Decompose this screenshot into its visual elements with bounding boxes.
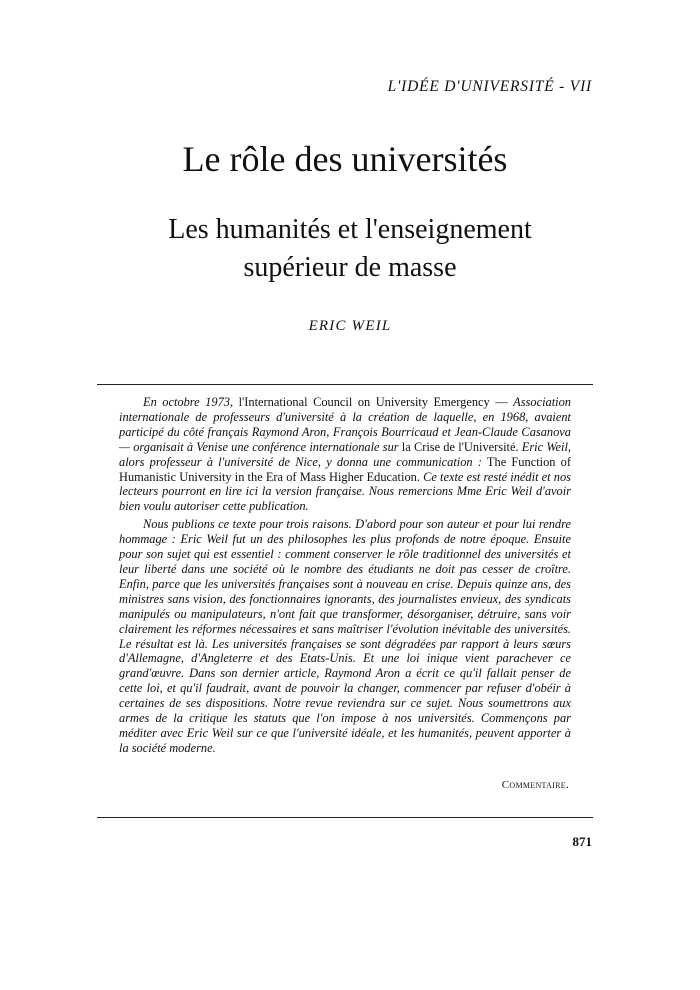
intro-p1-segment-3: Association internationale de professeurs d'université à la création de laquelle, en 1968, avaient participé du côté français Raymond Aron, François Bourricaud et Jean-Claude Casanova — organisait à Venise une conférence internationale sur — [119, 395, 571, 454]
intro-p1-segment-6: The Function of Humanistic University in the Era of Mass Higher Education. — [119, 454, 571, 484]
article-subtitle — [0, 211, 700, 287]
subtitle-line-2: supérieur de masse — [243, 252, 457, 283]
article-title: Le rôle des universités — [182, 139, 508, 179]
intro-p1-segment-4: la Crise de l'Université. — [398, 439, 522, 454]
intro-paragraph-2: Nous publions ce texte pour trois raisons. D'abord pour son auteur et pour lui rendre hommage : Eric Weil fut un des philosophes les plus profonds de notre époque. Ensuite pour son sujet qui est essentiel : comment conserver le rôle traditionnel des universités et leur liberté dans une société où le nombre des étudiants ne doit pas cesser de croître. Enfin, parce que les universités françaises sont à nouveau en crise. Depuis quinze ans, des ministres sans vision, des fonctionnaires ignorants, des journalistes envieux, des syndicats manipulés ou manipulateurs, n'ont fait que transformer, désorganiser, détruire, sans voir clairement les réformes nécessaires et sans maîtriser l'évolution inévitable des universités. Le résultat est là. Les universités françaises se sont dégradées par rapport à leurs sœurs d'Allemagne, d'Angleterre et des Etats-Unis. Et une loi inique vient parachever ce grand'œuvre. Dans son dernier article, Raymond Aron a écrit ce qu'il fallait penser de cette loi, et qu'il faudrait, avant de pouvoir la changer, commencer par refuser d'obéir à certaines de ses dispositions. Notre revue reviendra sur ce sujet. Nous soumettrons aux armes de la critique les statuts que l'on impose à nos universités. Commençons par méditer avec Eric Weil sur ce que l'université idéale, et les humanités, peuvent apporter à la société moderne. — [119, 517, 571, 755]
subtitle-line-1: Les humanités et l'enseignement — [168, 214, 532, 245]
page-number: 871 — [572, 834, 592, 849]
intro-paragraph-1 — [119, 395, 571, 514]
intro-p1-segment-5: Eric Weil, alors professeur à l'université de Nice, y donna une communication : — [119, 439, 571, 469]
intro-p1-segment-1: En octobre 1973, — [143, 395, 234, 409]
editorial-introduction-box — [97, 384, 593, 818]
signature: Commentaire. — [501, 779, 569, 791]
intro-p1-segment-2: l'International Council on University Emergency — — [233, 395, 514, 409]
running-head: L'IDÉE D'UNIVERSITÉ - VII — [387, 78, 592, 95]
author-name: ERIC WEIL — [308, 318, 392, 334]
editorial-introduction-text — [119, 395, 571, 756]
intro-p1-segment-7: Ce texte est resté inédit et nos lecteurs pourront en lire ici la version française. Nous remercions Mme Eric Weil d'avoir bien voulu autoriser cette publication. — [119, 469, 571, 514]
